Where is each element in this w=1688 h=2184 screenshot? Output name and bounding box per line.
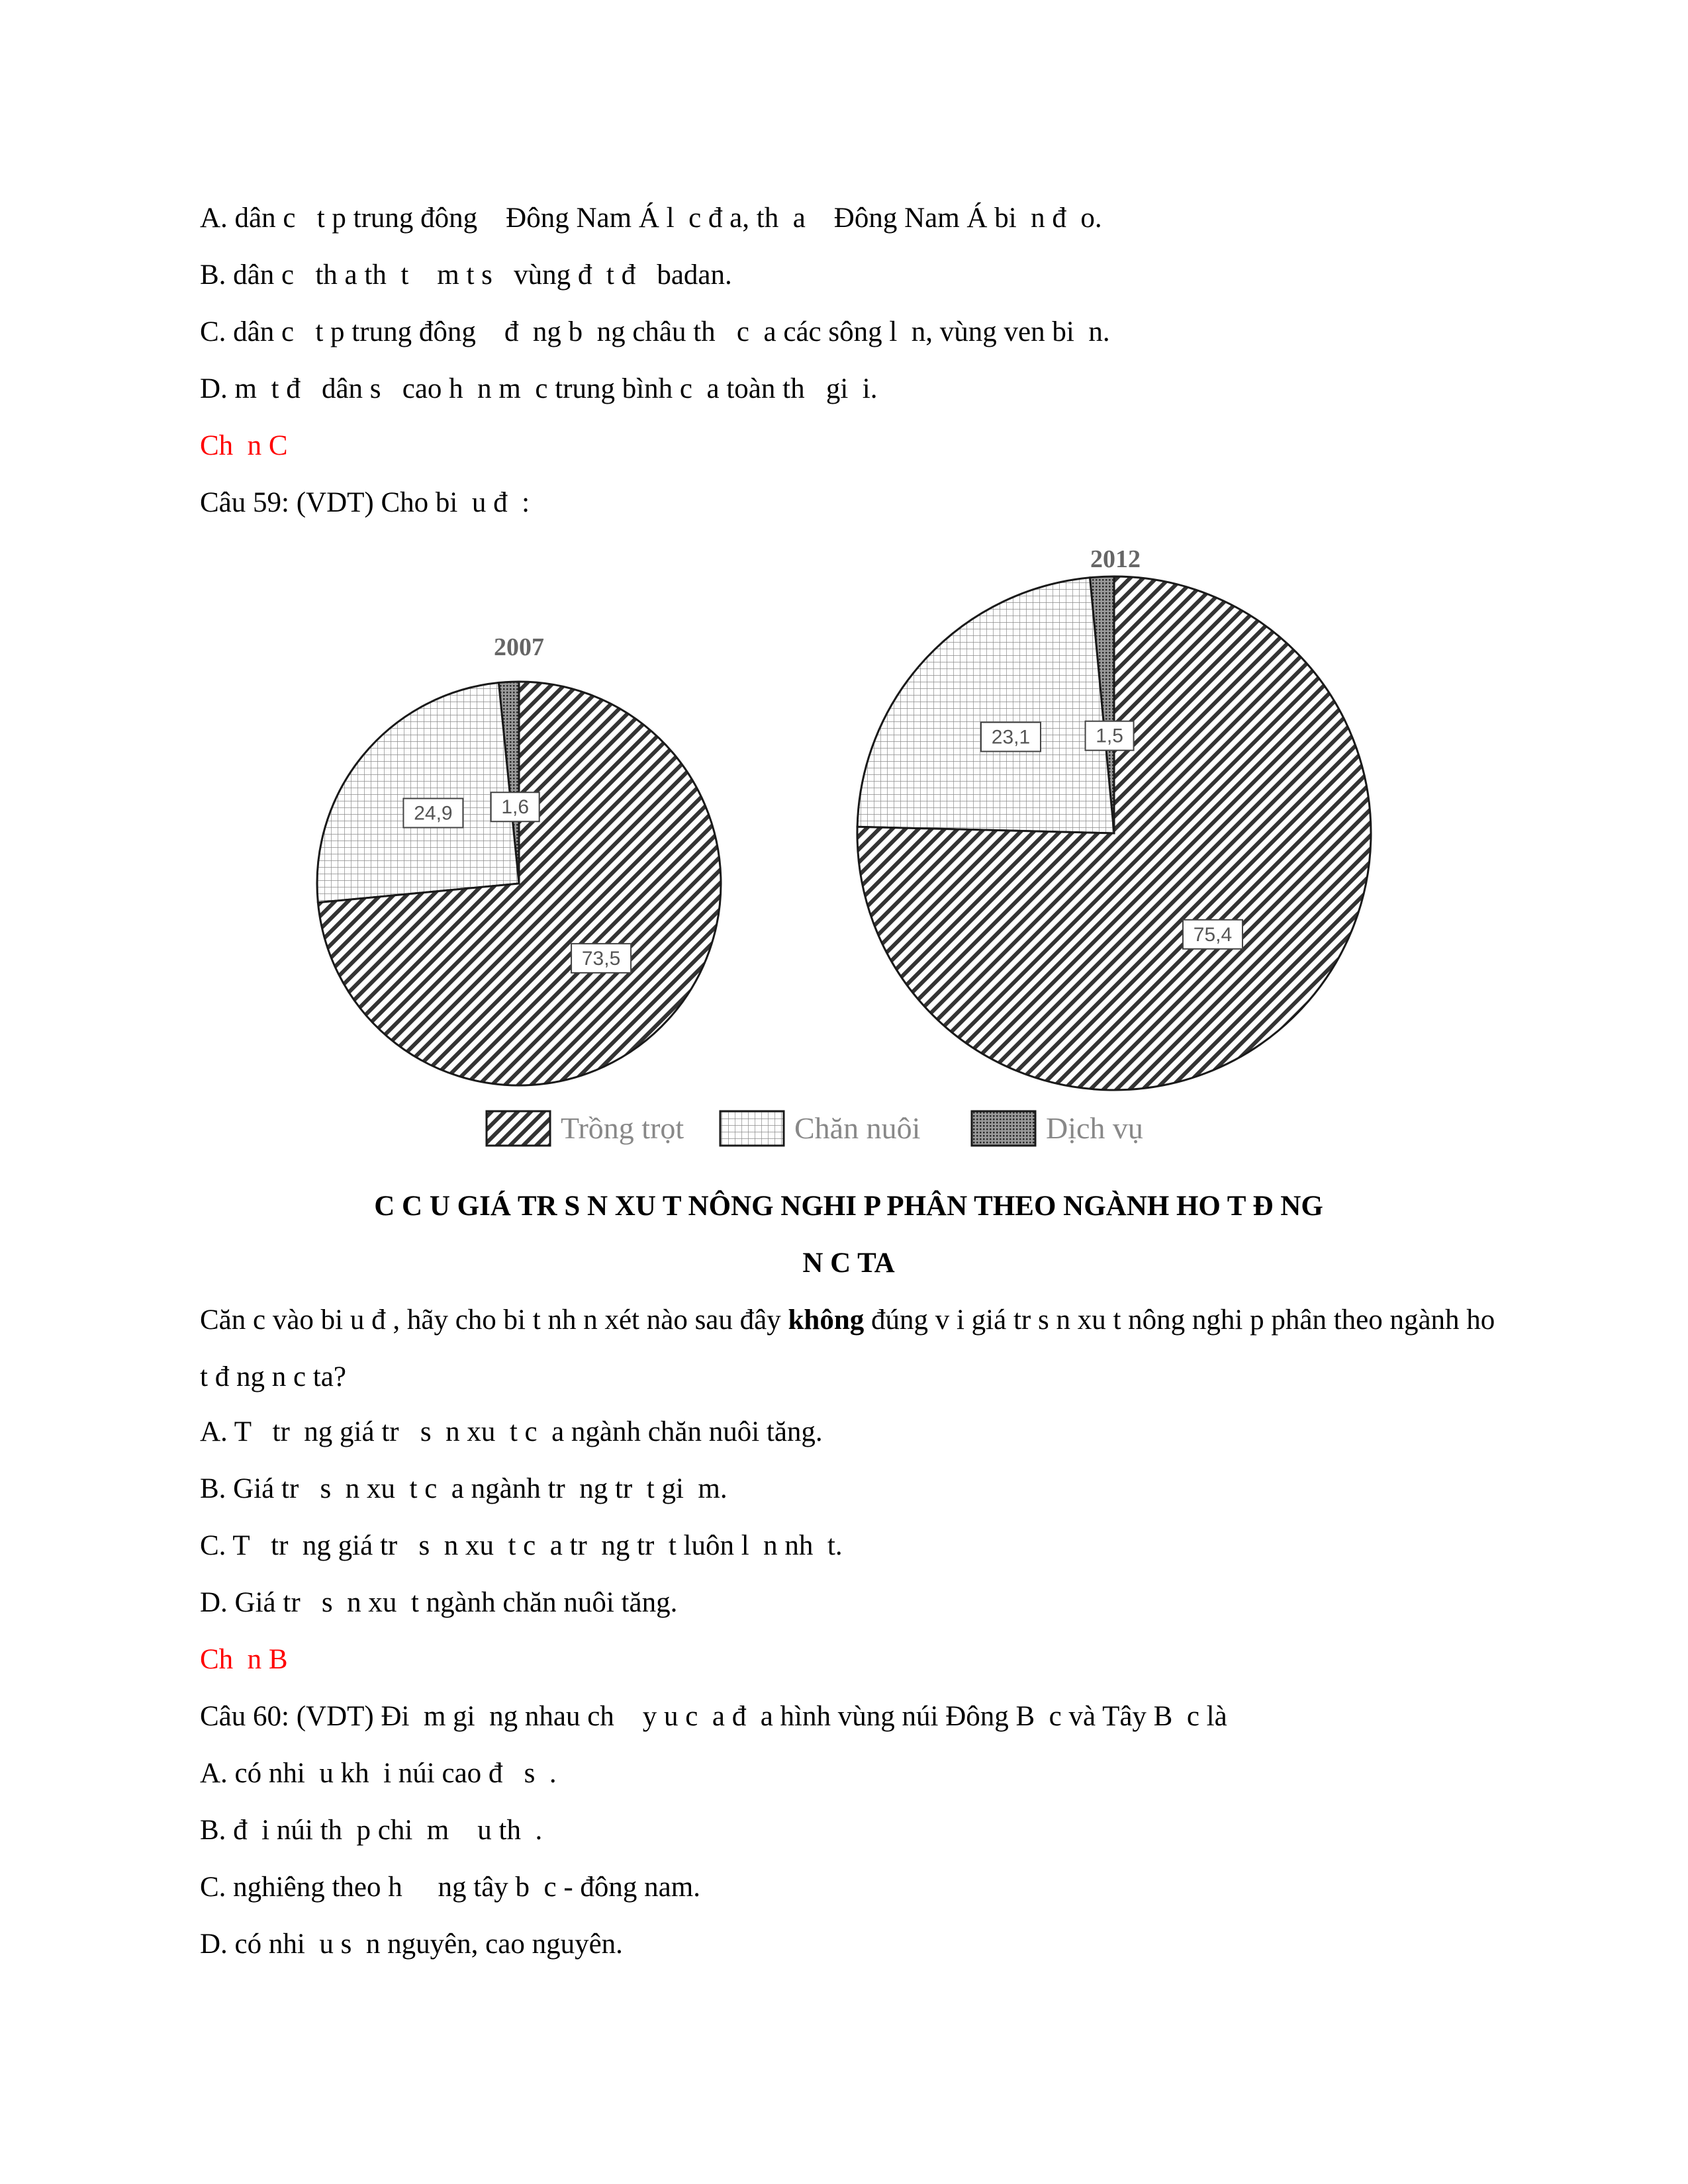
svg-text:Chăn nuôi: Chăn nuôi (794, 1111, 921, 1145)
q60-title: Câu 60: (VDT) Đi m gi ng nhau ch y u c a đ a hình vùng núi Đông B c và Tây B c là (200, 1701, 1227, 1732)
svg-text:75,4: 75,4 (1193, 923, 1233, 946)
chart-caption-line-1: C C U GIÁ TR S N XU T NÔNG NGHI P PHÂN THEO NGÀNH HO T Đ NG (374, 1191, 1323, 1222)
q59-option-b: B. Giá tr s n xu t c a ngành tr ng tr t gi m. (200, 1473, 727, 1504)
legend-item-dich-vu (972, 1111, 1143, 1146)
q59-option-d: D. Giá tr s n xu t ngành chăn nuôi tăng. (200, 1587, 678, 1618)
q60-option-c: C. nghiêng theo h ng tây b c - đông nam. (200, 1872, 700, 1903)
year-label-2007: 2007 (494, 633, 544, 661)
year-label-2012: 2012 (1090, 545, 1141, 573)
svg-text:1,5: 1,5 (1096, 725, 1123, 747)
q60-option-a: A. có nhi u kh i núi cao đ s . (200, 1758, 557, 1789)
q59-question-text: Căn c vào bi u đ , hãy cho bi t nh n xét nào sau đây (200, 1304, 788, 1336)
q59-answer: Ch n B (200, 1644, 288, 1675)
q58-option-a: A. dân c t p trung đông Đông Nam Á l c đ a, th a Đông Nam Á bi n đ o. (200, 203, 1102, 234)
svg-text:Trồng trọt: Trồng trọt (561, 1111, 684, 1145)
q60-option-b: B. đ i núi th p chi m u th . (200, 1815, 543, 1846)
q59-question-emphasis: không (788, 1304, 865, 1336)
pie-chart (278, 536, 1233, 1171)
q59-title: Câu 59: (VDT) Cho bi u đ : (200, 487, 530, 518)
data-label-2007-trong-trot (571, 944, 631, 973)
legend-item-chan-nuoi (720, 1111, 920, 1146)
svg-text:24,9: 24,9 (414, 802, 453, 825)
slice-2007-chan-nuoi (317, 683, 519, 903)
legend-item-trong-trot (487, 1111, 684, 1146)
q60-option-d: D. có nhi u s n nguyên, cao nguyên. (200, 1929, 623, 1960)
q58-option-b: B. dân c th a th t m t s vùng đ t đ badan. (200, 259, 732, 291)
q58-option-d: D. m t đ dân s cao h n m c trung bình c a toàn th gi i. (200, 373, 878, 404)
svg-text:73,5: 73,5 (581, 947, 621, 970)
svg-text:1,6: 1,6 (501, 796, 530, 819)
svg-text:Dịch vụ: Dịch vụ (1046, 1111, 1143, 1145)
data-label-2012-trong-trot (1183, 920, 1243, 949)
pie-2007 (317, 633, 721, 1085)
q59-question-text-end: đúng v i giá tr s n xu t nông nghi p phân theo ngành ho t đ ng n c ta? (200, 1304, 1495, 1392)
pie-2012 (857, 545, 1371, 1090)
slice-2012-chan-nuoi (857, 578, 1114, 833)
q59-option-c: C. T tr ng giá tr s n xu t c a tr ng tr t luôn l n nh t. (200, 1530, 843, 1561)
svg-text:23,1: 23,1 (991, 726, 1031, 749)
q59-option-a: A. T tr ng giá tr s n xu t c a ngành chăn nuôi tăng. (200, 1416, 823, 1447)
data-label-2012-chan-nuoi (981, 722, 1041, 751)
q59-question (200, 1292, 1497, 1406)
data-label-2012-dich-vu (1086, 721, 1134, 751)
q58-answer: Ch n C (200, 430, 288, 461)
data-label-2007-dich-vu (491, 792, 539, 821)
chart-caption-line-2: N C TA (802, 1248, 895, 1279)
data-label-2007-chan-nuoi (403, 798, 463, 827)
q58-option-c: C. dân c t p trung đông đ ng b ng châu th c a các sông l n, vùng ven bi n. (200, 316, 1110, 347)
